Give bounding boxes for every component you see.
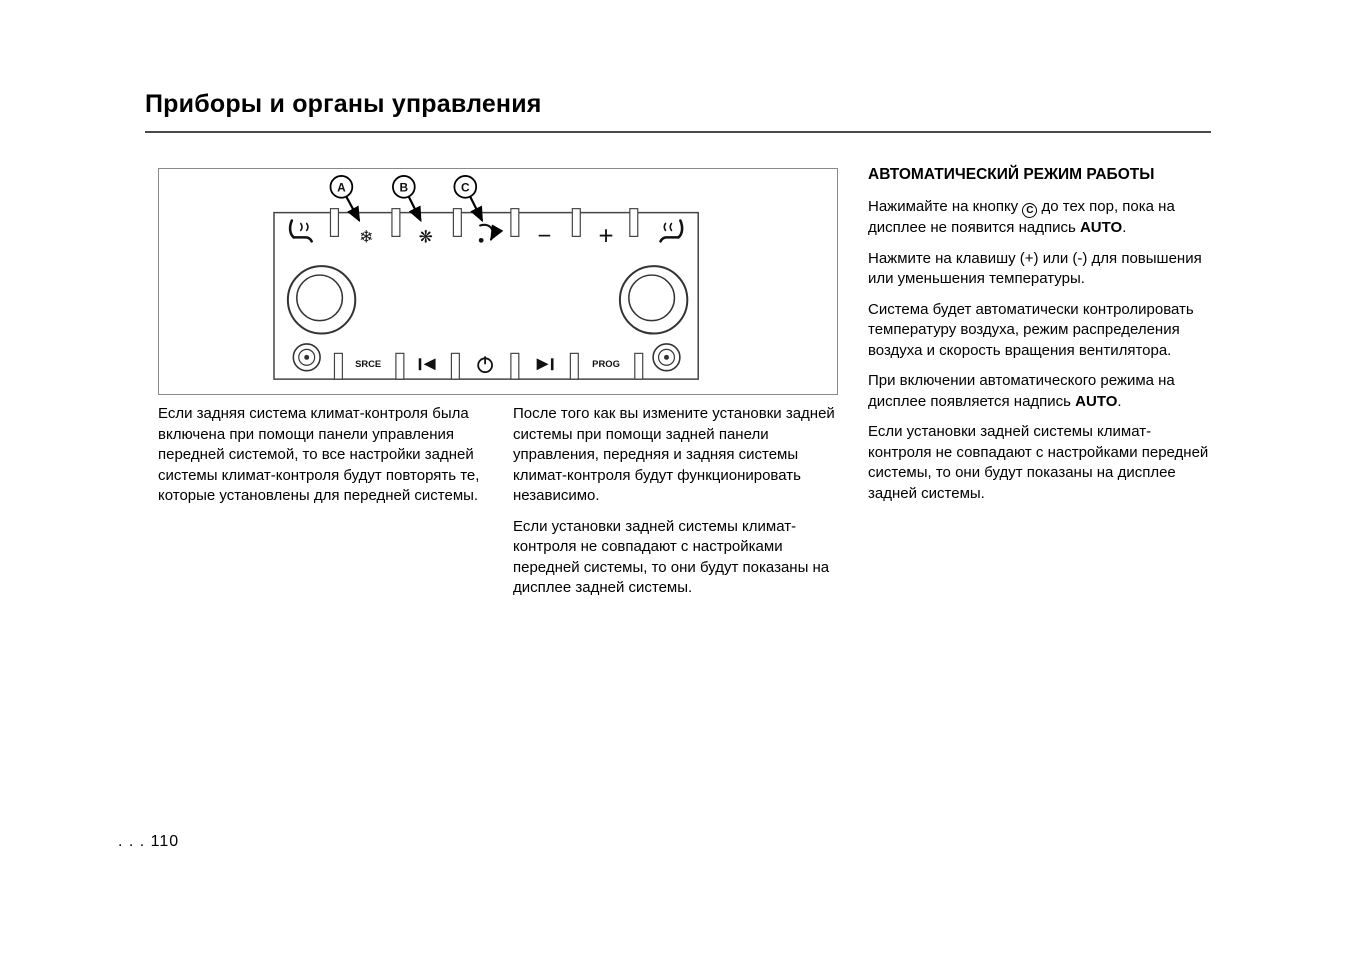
- paragraph: Система будет автоматически контролировать температуру воздуха, режим распределения воздуха и скорость вращения вентилятора.: [868, 300, 1194, 359]
- fan-icon: ❋: [418, 227, 433, 247]
- ac-snowflake-icon: ❄: [359, 227, 374, 247]
- temp-down-button: −: [537, 222, 552, 250]
- prog-button: PROG: [592, 358, 620, 370]
- page-header: [145, 90, 1211, 133]
- left-round-button: [293, 344, 320, 371]
- right-knob: [620, 266, 687, 333]
- right-round-button: [653, 344, 680, 371]
- paragraph: Если установки задней системы климат-контроля не совпадают с настройками передней системы, то они будут показаны на дисплее задней системы.: [513, 517, 830, 596]
- svg-text:C: C: [461, 180, 470, 195]
- svg-text:A: A: [337, 180, 346, 195]
- page-title: Приборы и органы управления: [145, 90, 542, 118]
- climate-panel-diagram: [159, 169, 837, 394]
- paragraph: Если задняя система климат-контроля была включена при помощи панели управления передней системой, то все настройки задней системы климат-контроля будут повторять те, которые установлены для передней системы.: [158, 405, 480, 504]
- page-number: . . . 110: [118, 833, 180, 850]
- c-button-reference: C: [1022, 203, 1037, 218]
- left-knob: [288, 266, 355, 333]
- climate-panel-figure: [158, 168, 838, 395]
- text-column-middle: [513, 404, 843, 609]
- srce-button: SRCE: [355, 358, 382, 370]
- paragraph: Нажмите на клавишу (+) или (-) для повышения или уменьшения температуры.: [868, 249, 1202, 287]
- text-column-left: [158, 404, 480, 517]
- section-heading: АВТОМАТИЧЕСКИЙ РЕЖИМ РАБОТЫ: [868, 166, 1155, 183]
- temp-up-button: +: [598, 222, 614, 251]
- paragraph: После того как вы измените установки задней системы при помощи задней панели управления, передняя и задняя системы климат-контроля будут функционировать независимо.: [513, 405, 835, 504]
- paragraph: Нажимайте на кнопку C до тех пор, пока на дисплее не появится надпись AUTO.: [868, 197, 1175, 236]
- paragraph: При включении автоматического режима на дисплее появляется надпись AUTO.: [868, 372, 1175, 410]
- text-column-right: [868, 165, 1213, 514]
- svg-text:B: B: [399, 180, 409, 195]
- paragraph: Если установки задней системы климат-контроля не совпадают с настройками передней системы, то они будут показаны на дисплее задней системы.: [868, 423, 1209, 502]
